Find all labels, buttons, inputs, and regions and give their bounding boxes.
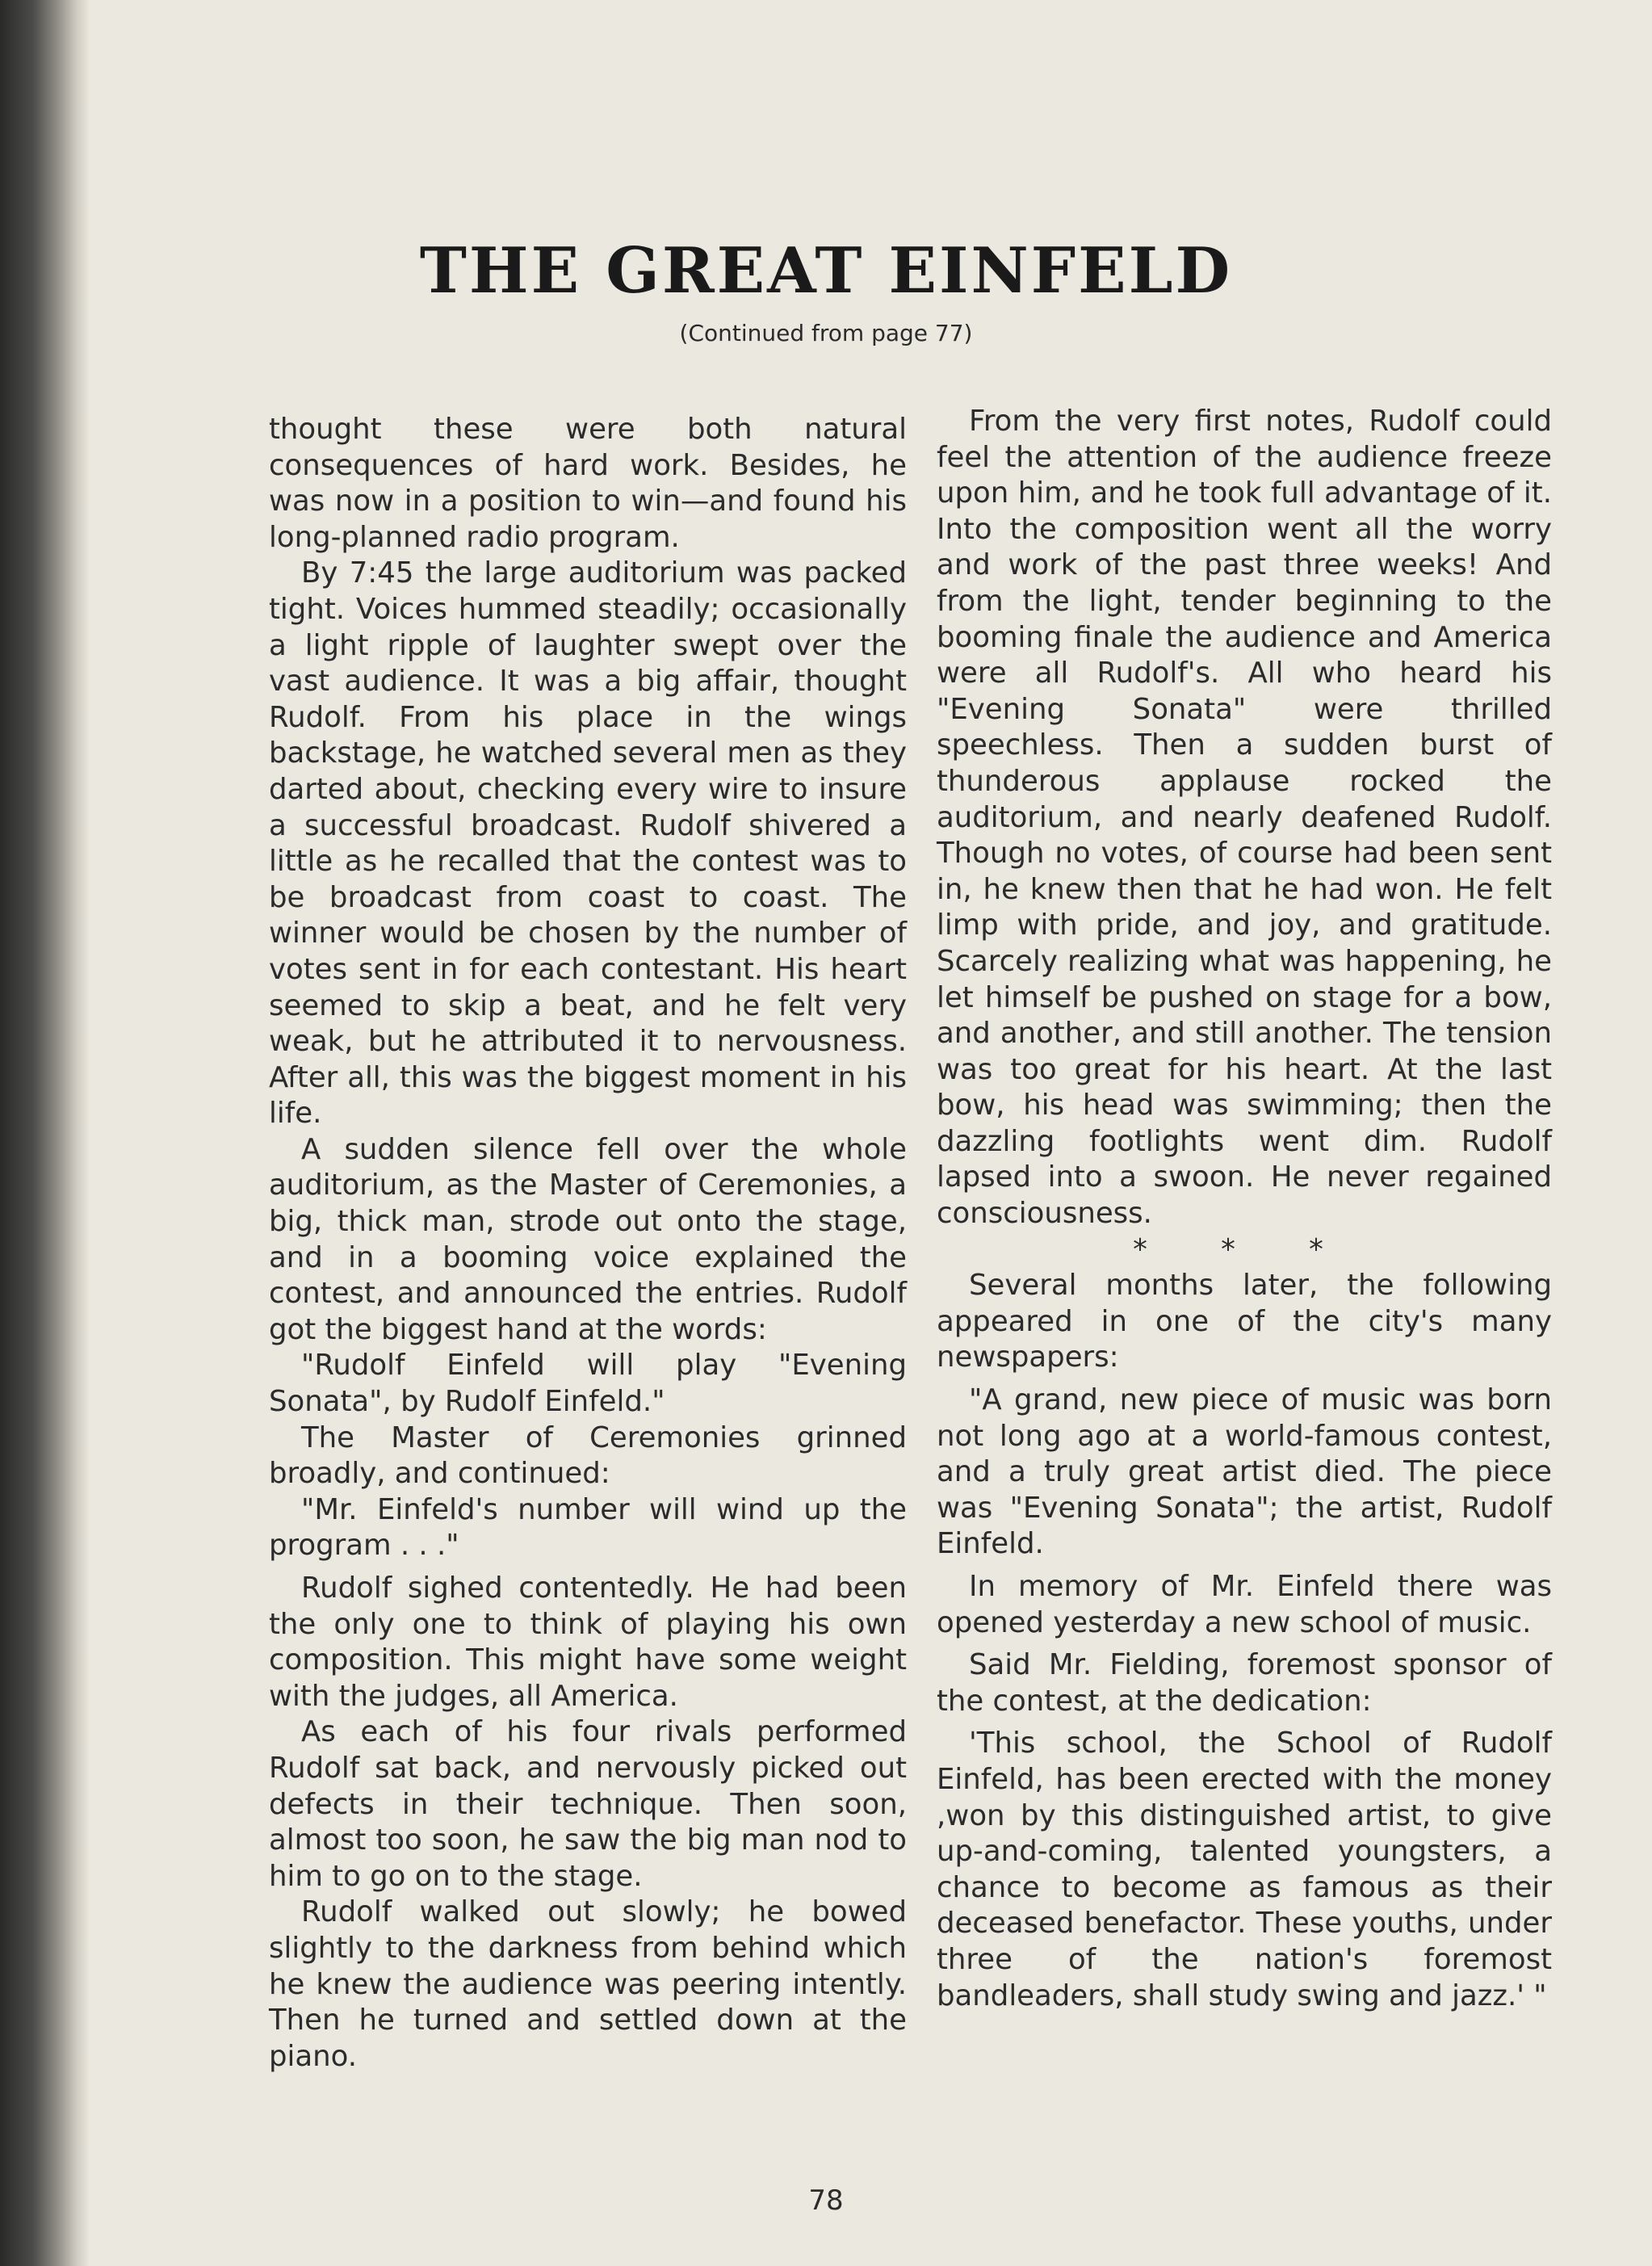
page-number: 78	[808, 2184, 844, 2217]
paragraph: 'This school, the School of Rudolf Einfeld, has been erected with the money ,won by this distinguished artist, to give up-and-coming, talented youngsters, a chance to become as famous as their deceased benefactor. These youths, under three of the nation's foremost bandleaders, shall study swing and jazz.' "	[937, 1727, 1552, 2012]
paragraph: As each of his four rivals performed Rudolf sat back, and nervously picked out defects in their technique. Then soon, almost too soon, he saw the big man nod to him to go on to the stage.	[269, 1715, 907, 1893]
article-title: THE GREAT EINFELD	[419, 234, 1233, 308]
right-text-column	[937, 404, 1552, 2014]
paragraph: "Rudolf Einfeld will play "Evening Sonata", by Rudolf Einfeld."	[269, 1349, 907, 1419]
continued-note: (Continued from page 77)	[679, 320, 973, 346]
paragraph: thought these were both natural consequences of hard work. Besides, he was now in a position to win—and found his long-planned radio program.	[269, 413, 907, 554]
paragraph: Rudolf walked out slowly; he bowed slightly to the darkness from behind which he knew the audience was peering intently. Then he turned and settled down at the piano.	[269, 1895, 907, 2073]
paragraph: From the very first notes, Rudolf could feel the attention of the audience freeze upon him, and he took full advantage of it. Into the composition went all the worry and work of the past three weeks! And from the light, tender beginning to the booming finale the audience and America were all Rudolf's. All who heard his "Evening Sonata" were thrilled speechless. Then a sudden burst of thunderous applause rocked the auditorium, and nearly deafened Rudolf. Though no votes, of course had been sent in, he knew then that he had won. He felt limp with pride, and joy, and gratitude. Scarcely realizing what was happening, he let himself be pushed on stage for a bow, and another, and still another. The tension was too great for his heart. At the last bow, his head was swimming; then the dazzling footlights went dim. Rudolf lapsed into a swoon. He never regained consciousness.	[937, 405, 1552, 1231]
paragraph: Said Mr. Fielding, foremost sponsor of the contest, at the dedication:	[937, 1648, 1552, 1718]
paragraph: Rudolf sighed contentedly. He had been the only one to think of playing his own composition. This might have some weight with the judges, all America.	[269, 1572, 907, 1713]
paragraph: "Mr. Einfeld's number will wind up the program . . ."	[269, 1492, 907, 1563]
paragraph: The Master of Ceremonies grinned broadly, and continued:	[269, 1420, 907, 1491]
paragraph: "A grand, new piece of music was born not long ago at a world-famous contest, and a truly great artist died. The piece was "Evening Sonata"; the artist, Rudolf Einfeld.	[937, 1383, 1552, 1561]
paragraph: In memory of Mr. Einfeld there was opened yesterday a new school of music.	[937, 1570, 1552, 1639]
paragraph: By 7:45 the large auditorium was packed tight. Voices hummed steadily; occasionally a light ripple of laughter swept over the vast audience. It was a big affair, thought Rudolf. From his place in the wings backstage, he watched several men as they darted about, checking every wire to insure a successful broadcast. Rudolf shivered a little as he recalled that the contest was to be broadcast from coast to coast. The winner would be chosen by the number of votes sent in for each contestant. His heart seemed to skip a beat, and he felt very weak, but he attributed it to nervousness. After all, this was the biggest moment in his life.	[269, 556, 907, 1131]
paragraph: Several months later, the following appeared in one of the city's many newspapers:	[937, 1269, 1552, 1374]
paragraph: A sudden silence fell over the whole auditorium, as the Master of Ceremonies, a big, thick man, strode out onto the stage, and in a booming voice explained the contest, and announced the entries. Rudolf got the biggest hand at the words:	[269, 1132, 907, 1346]
section-break-stars: * * *	[1133, 1232, 1356, 1266]
left-text-column	[269, 412, 907, 2075]
